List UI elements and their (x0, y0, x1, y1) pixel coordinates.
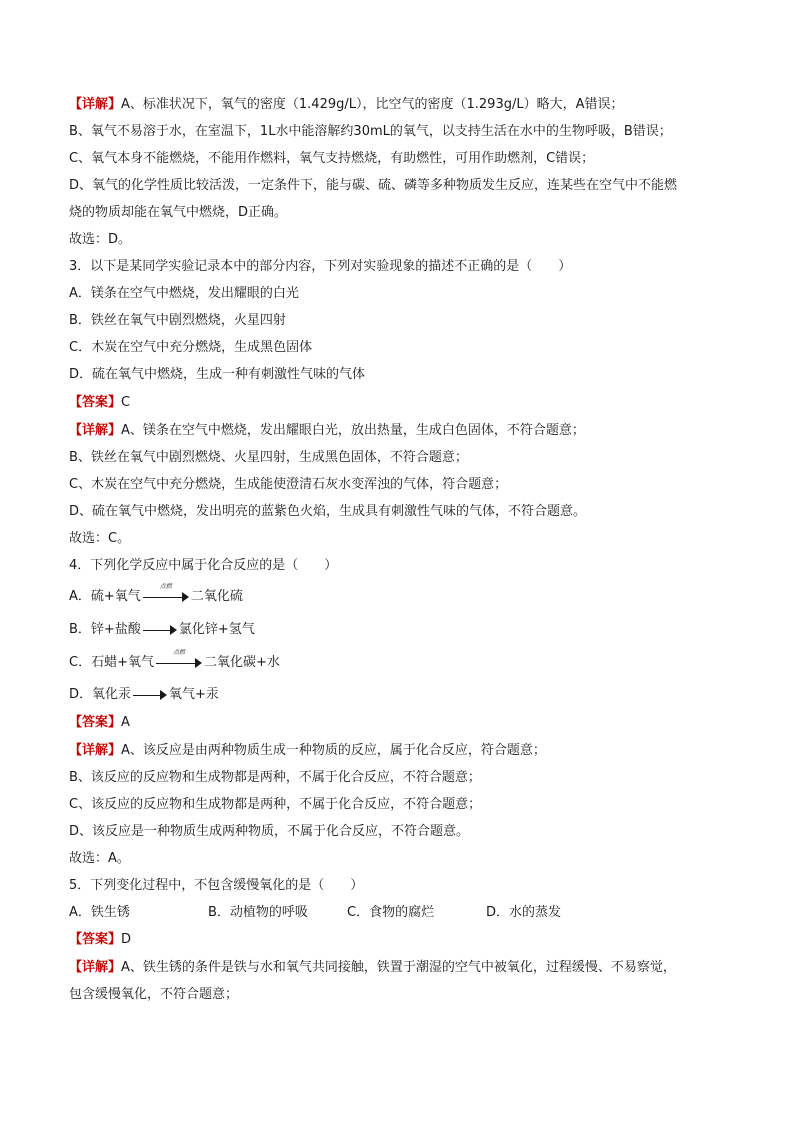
q4-explain-text: A、该反应是由两种物质生成一种物质的反应，属于化合反应，符合题意； (121, 743, 546, 758)
q4-explain-line-3: C、该反应的反应物和生成物都是两种，不属于化合反应，不符合题意； (69, 797, 482, 812)
q2-explain-line-3: C、氧气本身不能燃烧，不能用作燃料，氧气支持燃烧，有助燃性，可用作助燃剂，C错误； (69, 151, 595, 166)
reaction-arrow-icon (143, 582, 189, 603)
q2-explain-line-1 (69, 95, 623, 115)
q5-option-b: B．动植物的呼吸 (208, 905, 308, 920)
q5-answer-value: D (121, 932, 132, 947)
q5-explain-line-2: 包含缓慢氧化，不符合题意； (69, 987, 239, 1002)
q4-answer-value: A (121, 715, 130, 730)
q4-option-c-reactants: 石蜡+氧气 (91, 655, 154, 670)
q2-explain-line-2: B、氧气不易溶于水，在室温下，1L水中能溶解约30mL的氧气，以支持生活在水中的生物呼吸，B错误； (69, 124, 672, 139)
q4-option-d (69, 685, 219, 705)
q3-explain-line-1 (69, 421, 585, 441)
q4-stem: 4．下列化学反应中属于化合反应的是（ ） (69, 558, 338, 573)
q4-option-b-label: B． (69, 622, 91, 637)
q4-explain-line-4: D、该反应是一种物质生成两种物质，不属于化合反应，不符合题意。 (69, 824, 470, 839)
q2-explain-line-5: 烧的物质却能在氧气中燃烧，D正确。 (69, 205, 288, 220)
q4-explain-line-1 (69, 741, 546, 761)
q4-answer (69, 713, 130, 733)
q4-option-a-products: 二氧化硫 (190, 589, 243, 604)
q5-options (69, 903, 561, 923)
q2-explain-text: A、标准状况下，氧气的密度（1.429g/L），比空气的密度（1.293g/L）略大，A错误； (121, 97, 624, 112)
q3-option-c: C．木炭在空气中充分燃烧，生成黑色固体 (69, 340, 313, 355)
q4-conclusion: 故选：A。 (69, 851, 130, 866)
q4-option-b-products: 氯化锌+氢气 (178, 622, 255, 637)
q3-explain-line-3: C、木炭在空气中充分燃烧，生成能使澄清石灰水变浑浊的气体，符合题意； (69, 477, 508, 492)
q5-option-d: D．水的蒸发 (486, 905, 562, 920)
reaction-arrow-icon (143, 624, 177, 636)
q3-answer (69, 393, 130, 413)
q3-explain-line-2: B、铁丝在氧气中剧烈燃烧、火星四射，生成黑色固体，不符合题意； (69, 450, 468, 465)
q5-explain-tag: 【详解】 (69, 960, 122, 975)
q4-option-c (69, 648, 280, 673)
reaction-condition: 点燃 (159, 582, 172, 590)
q3-option-d: D．硫在氧气中燃烧，生成一种有刺激性气味的气体 (69, 367, 366, 382)
q3-explain-tag: 【详解】 (69, 423, 122, 438)
q3-answer-value: C (121, 395, 131, 410)
q4-option-b-reactants: 锌+盐酸 (90, 622, 141, 637)
q5-option-c: C．食物的腐烂 (347, 905, 435, 920)
q4-explain-tag: 【详解】 (69, 743, 122, 758)
reaction-arrow-icon (156, 648, 202, 669)
q4-option-d-products: 氧气+汞 (169, 687, 219, 702)
q4-option-d-label: D． (69, 687, 93, 702)
q2-explain-line-4: D、氧气的化学性质比较活泼，一定条件下，能与碳、硫、磷等多种物质发生反应，连某些在空气中不能燃 (69, 178, 678, 193)
q4-option-c-products: 二氧化碳+水 (203, 655, 280, 670)
q3-option-a: A．镁条在空气中燃烧，发出耀眼的白光 (69, 286, 299, 301)
q5-answer (69, 930, 131, 950)
q4-option-c-label: C． (69, 655, 92, 670)
reaction-arrow-icon (133, 689, 167, 701)
q4-option-b (69, 620, 255, 640)
q3-explain-text: A、镁条在空气中燃烧，发出耀眼白光，放出热量，生成白色固体，不符合题意； (121, 423, 585, 438)
q2-explain-tag: 【详解】 (69, 97, 122, 112)
q2-conclusion: 故选：D。 (69, 232, 132, 247)
q4-answer-tag: 【答案】 (69, 715, 122, 730)
q5-option-a: A．铁生锈 (69, 905, 130, 920)
q3-explain-line-4: D、硫在氧气中燃烧，发出明亮的蓝紫色火焰，生成具有刺激性气味的气体，不符合题意。 (69, 504, 587, 519)
q3-stem: 3．以下是某同学实验记录本中的部分内容，下列对实验现象的描述不正确的是（ ） (69, 259, 572, 274)
q4-explain-line-2: B、该反应的反应物和生成物都是两种，不属于化合反应，不符合题意； (69, 770, 481, 785)
q4-option-a (69, 582, 243, 607)
q4-option-a-reactants: 硫+氧气 (90, 589, 141, 604)
q5-stem: 5．下列变化过程中，不包含缓慢氧化的是（ ） (69, 878, 364, 893)
q3-option-b: B．铁丝在氧气中剧烈燃烧，火星四射 (69, 313, 286, 328)
q5-explain-line-1 (69, 958, 676, 978)
q4-option-d-reactants: 氧化汞 (92, 687, 132, 702)
q3-answer-tag: 【答案】 (69, 395, 122, 410)
q4-option-a-label: A． (69, 589, 91, 604)
q5-explain-text: A、铁生锈的条件是铁与水和氧气共同接触，铁置于潮湿的空气中被氧化，过程缓慢、不易察觉， (121, 960, 676, 975)
q5-answer-tag: 【答案】 (69, 932, 122, 947)
q3-conclusion: 故选：C。 (69, 531, 131, 546)
reaction-condition: 点燃 (172, 648, 185, 656)
